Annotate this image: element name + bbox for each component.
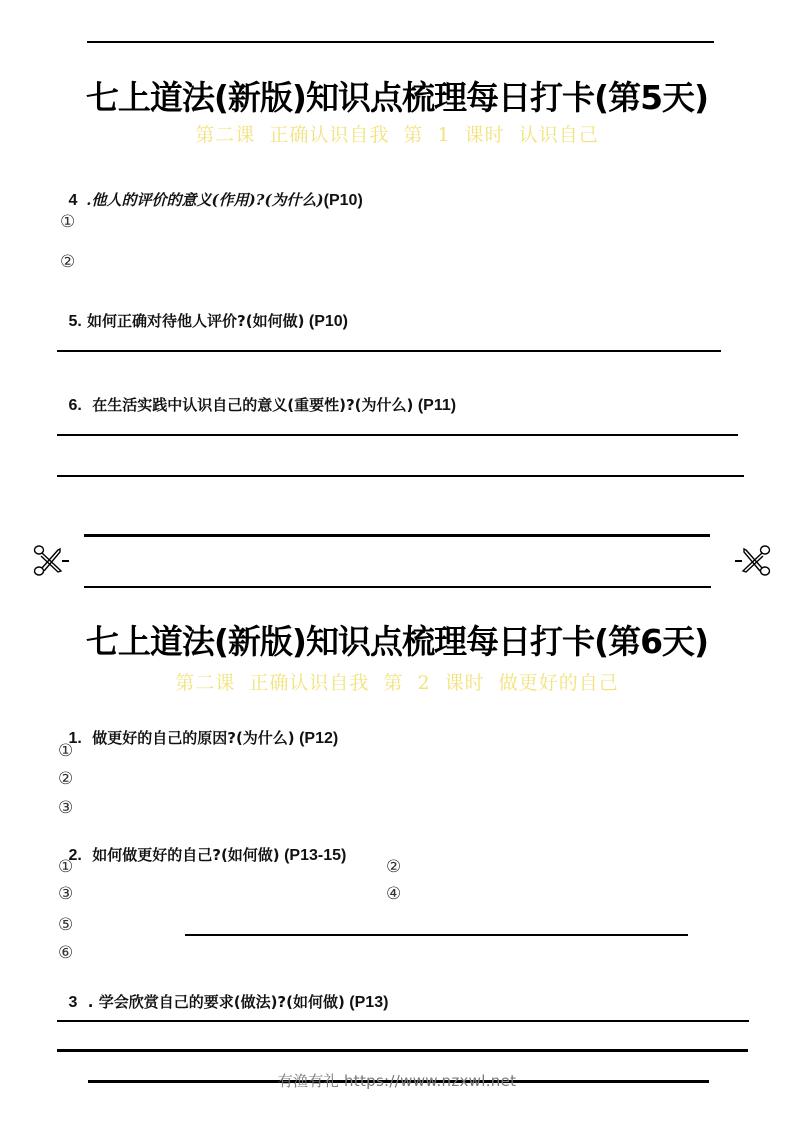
cut-rule-bottom xyxy=(84,586,711,588)
question-6 xyxy=(58,376,456,415)
answer-line[interactable] xyxy=(57,350,721,352)
answer-marker: ② xyxy=(60,252,76,272)
page-title-day5: 七上道法(新版)知识点梳理每日打卡(第5天) xyxy=(85,78,709,117)
answer-marker: ② xyxy=(386,857,402,877)
question-text: 如何做更好的自己?(如何做) xyxy=(81,846,280,864)
answer-line[interactable] xyxy=(57,1020,749,1022)
lesson-subtitle-day6: 第二课 正确认识自我 第 2 课时 做更好的自己 xyxy=(175,672,619,694)
answer-marker: ④ xyxy=(386,884,402,904)
question-number: 6. xyxy=(68,397,82,414)
page-ref: (P11) xyxy=(413,397,457,414)
lesson-subtitle-day5: 第二课 正确认识自我 第 1 课时 认识自己 xyxy=(195,124,599,146)
answer-line[interactable] xyxy=(57,475,744,477)
question-text: 如何正确对待他人评价?(如何做) xyxy=(81,312,305,330)
top-rule xyxy=(87,41,714,43)
question-text: .他人的评价的意义(作用)?(为什么) xyxy=(86,191,324,209)
answer-marker: ① xyxy=(58,741,74,761)
question-number: 4 xyxy=(68,192,87,209)
page-ref: (P13) xyxy=(344,994,389,1011)
page-ref: (P10) xyxy=(304,313,349,330)
question-1 xyxy=(58,709,338,748)
question-3 xyxy=(58,973,388,1012)
answer-marker: ① xyxy=(60,212,76,232)
scissors-icon xyxy=(734,544,772,578)
page-ref: (P13-15) xyxy=(279,847,347,864)
question-text: 在生活实践中认识自己的意义(重要性)?(为什么) xyxy=(81,396,414,414)
watermark-text: 有渔有礼 https://www.nzxwl.net xyxy=(277,1072,517,1090)
question-5 xyxy=(58,292,348,331)
answer-marker: ⑤ xyxy=(58,915,74,935)
answer-line[interactable] xyxy=(57,1049,748,1052)
question-number: 2. xyxy=(68,847,82,864)
question-4 xyxy=(58,171,363,210)
answer-line[interactable] xyxy=(57,434,738,436)
scissors-icon xyxy=(32,544,70,578)
answer-marker: ③ xyxy=(58,884,74,904)
cut-rule-top xyxy=(84,534,710,537)
answer-marker: ③ xyxy=(58,798,74,818)
question-2 xyxy=(58,826,346,865)
answer-line[interactable] xyxy=(185,934,688,936)
question-text: . 学会欣赏自己的要求(做法)?(如何做) xyxy=(77,993,345,1011)
question-number: 1. xyxy=(68,730,82,747)
page-ref: (P12) xyxy=(294,730,339,747)
answer-marker: ① xyxy=(58,857,74,877)
answer-marker: ② xyxy=(58,769,74,789)
page-title-day6: 七上道法(新版)知识点梳理每日打卡(第6天) xyxy=(85,622,709,661)
question-number: 3 xyxy=(68,994,78,1011)
question-text: 做更好的自己的原因?(为什么) xyxy=(81,729,295,747)
answer-marker: ⑥ xyxy=(58,943,74,963)
page-ref: (P10) xyxy=(323,192,363,209)
question-number: 5. xyxy=(68,313,82,330)
